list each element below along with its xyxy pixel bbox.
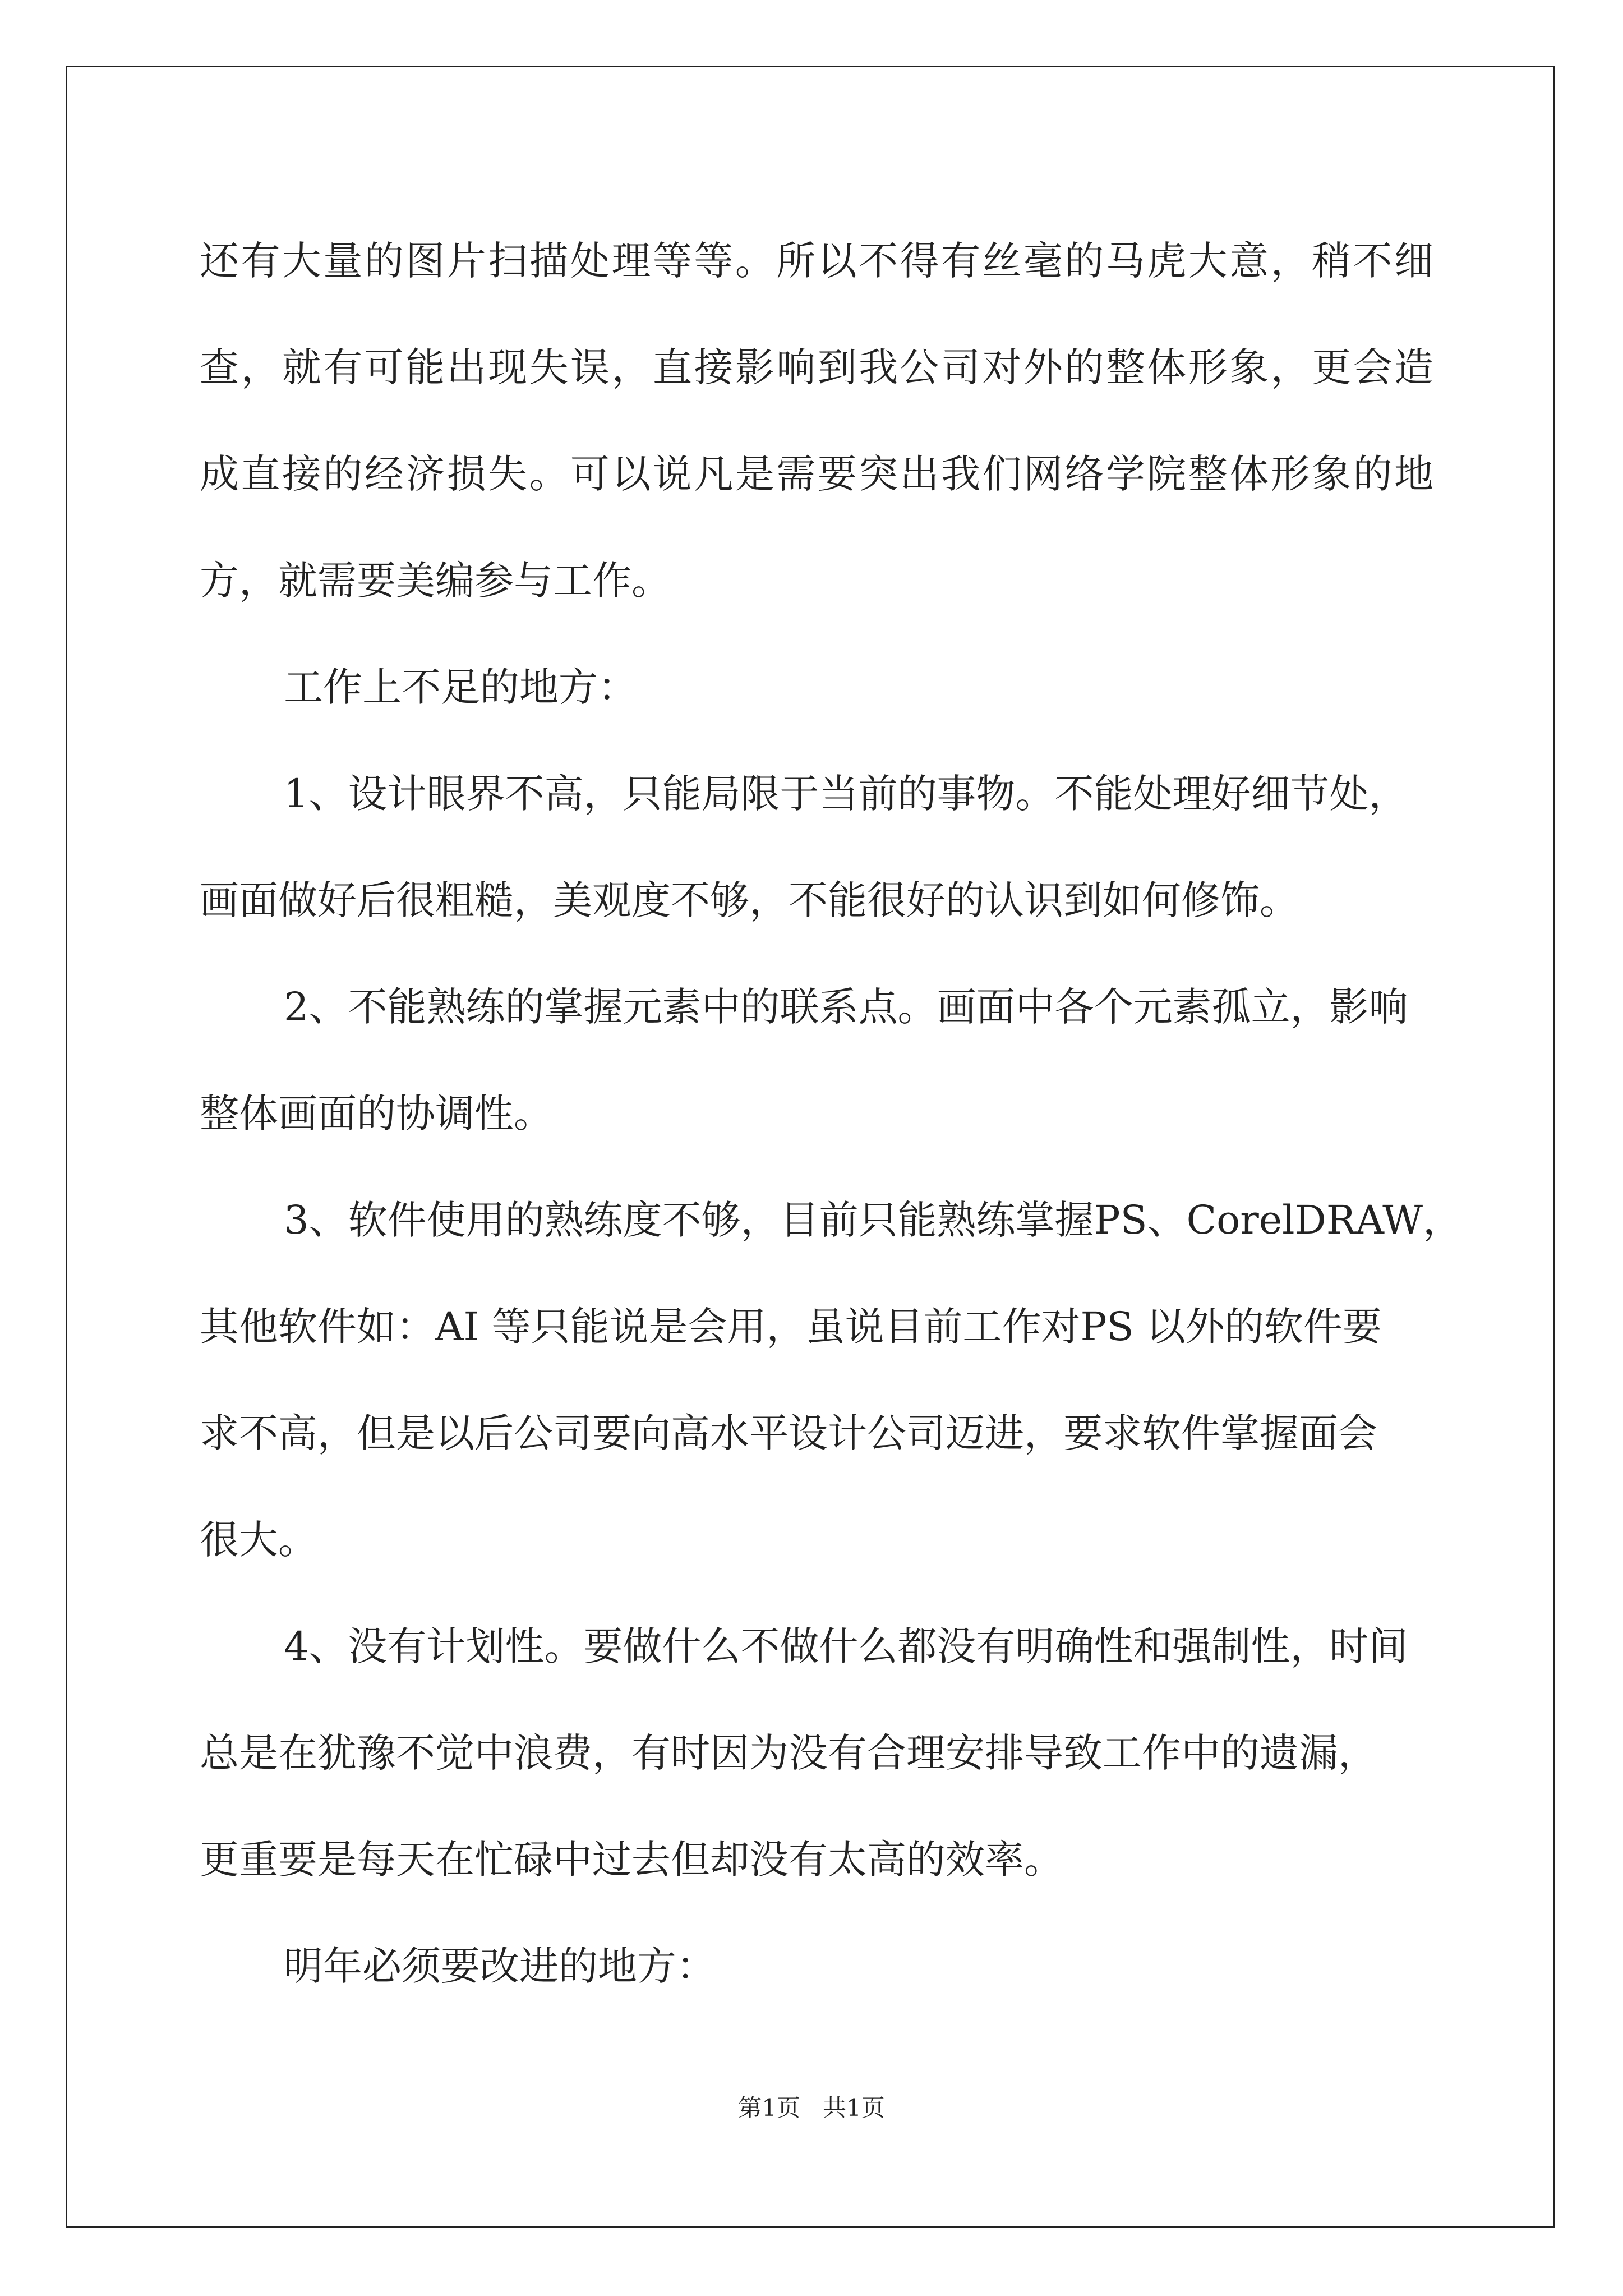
text-line: 还有大量的图片扫描处理等等。所以不得有丝毫的马虎大意，稍不细 — [200, 238, 1433, 284]
text-line: 3、软件使用的熟练度不够，目前只能熟练掌握PS、CorelDRAW， — [284, 1197, 1463, 1243]
text-line: 很大。 — [200, 1517, 317, 1563]
text-line: 1、设计眼界不高，只能局限于当前的事物。不能处理好细节处， — [284, 771, 1408, 817]
list-item-1 — [200, 740, 1433, 954]
text-line: 查，就有可能出现失误，直接影响到我公司对外的整体形象，更会造 — [200, 344, 1433, 390]
paragraph-work-description — [200, 208, 1433, 634]
text-line: 整体画面的协调性。 — [200, 1091, 553, 1137]
list-item-3 — [200, 1167, 1463, 1593]
text-line: 4、没有计划性。要做什么不做什么都没有明确性和强制性，时间 — [284, 1623, 1408, 1669]
text-line: 方，就需要美编参与工作。 — [200, 558, 671, 604]
text-line: 总是在犹豫不觉中浪费，有时因为没有合理安排导致工作中的遗漏， — [200, 1730, 1377, 1776]
heading-shortcomings — [200, 634, 1433, 740]
text-line: 成直接的经济损失。可以说凡是需要突出我们网络学院整体形象的地 — [200, 451, 1433, 497]
text-line: 工作上不足的地方： — [284, 664, 637, 710]
page-footer — [0, 2090, 1623, 2123]
list-item-2 — [200, 954, 1433, 1167]
text-line: 更重要是每天在忙碌中过去但却没有太高的效率。 — [200, 1837, 1063, 1883]
text-line: 画面做好后很粗糙，美观度不够，不能很好的认识到如何修饰。 — [200, 877, 1299, 923]
text-line: 2、不能熟练的掌握元素中的联系点。画面中各个元素孤立，影响 — [284, 984, 1408, 1030]
text-line: 求不高，但是以后公司要向高水平设计公司迈进，要求软件掌握面会 — [200, 1410, 1377, 1456]
list-item-4 — [200, 1593, 1433, 1913]
page-number: 第1页 共1页 — [738, 2094, 885, 2122]
document-body — [200, 208, 1463, 2019]
text-line: 明年必须要改进的地方： — [284, 1943, 716, 1989]
heading-improvements — [200, 1913, 1433, 2019]
text-line: 其他软件如：AI 等只能说是会用，虽说目前工作对PS 以外的软件要 — [200, 1304, 1382, 1350]
